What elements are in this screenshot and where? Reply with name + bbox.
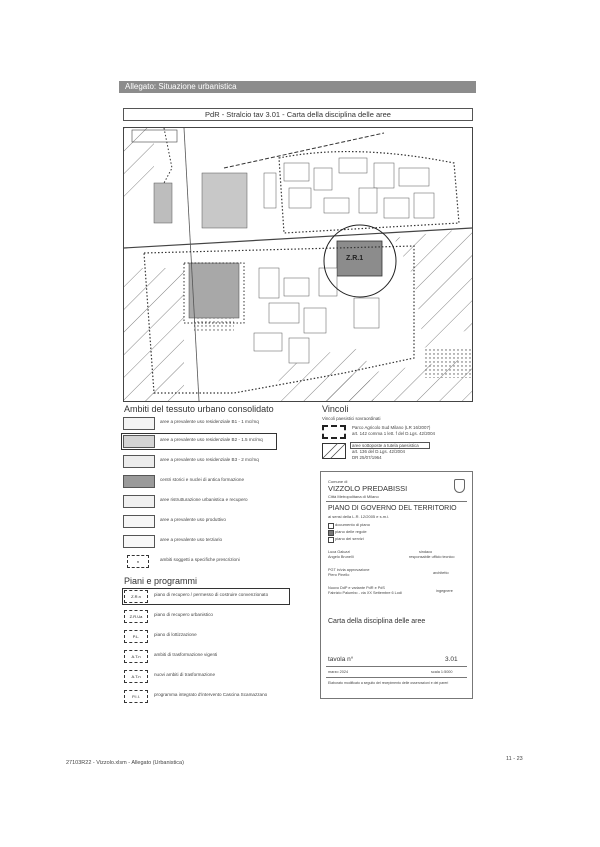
pgt-line: Piero Pinello bbox=[328, 573, 350, 577]
plan-code-box: Z.R.Ua bbox=[124, 610, 148, 623]
signatory-role: sindaco bbox=[419, 550, 433, 554]
plan-code-box: P.I.I. bbox=[124, 690, 148, 703]
legend-label: aree a prevalente uso residenziale B3 - 2 mc/mq bbox=[160, 457, 259, 462]
vincoli-subtitle: Vincoli paesistici sovraordinati bbox=[322, 416, 381, 421]
document-title: PdR - Stralcio tav 3.01 - Carta della disciplina delle aree bbox=[123, 108, 473, 121]
legend-label: aree a prevalente uso residenziale B1 - 1 mc/mq bbox=[160, 419, 259, 424]
plan-code-box: Z.R.n bbox=[124, 590, 148, 603]
vincolo-line: Parco Agricolo Sud Milano (LR 16/2007) bbox=[352, 425, 431, 430]
legend-swatch bbox=[123, 417, 155, 430]
vincolo-line: art. 136 del D.Lgs. 42/2004 bbox=[352, 449, 405, 454]
signatory-name: Angelo Brunelli bbox=[328, 555, 354, 559]
footer-file: 27103R22 - Vizzolo.xlsm - Allegato (Urbanistica) bbox=[66, 760, 184, 766]
checkbox-label: documento di piano bbox=[335, 522, 370, 527]
comune-label: Comune di bbox=[328, 479, 348, 484]
map-zone-label: Z.R.1 bbox=[346, 255, 364, 262]
scale-label: scala 1:5000 bbox=[431, 670, 453, 674]
variant-line: Nuovo DdP e variante PdR e PdS bbox=[328, 586, 385, 590]
vincoli-title: Vincoli bbox=[322, 404, 349, 414]
legend-swatch bbox=[123, 495, 155, 508]
legend-label: aree ristrutturazione urbanistica e recupero bbox=[160, 497, 248, 502]
signatory-role: responsabile ufficio tecnico bbox=[409, 555, 455, 559]
zoning-map bbox=[123, 127, 473, 402]
legend-label: piano di lottizzazione bbox=[154, 632, 197, 637]
checkbox bbox=[328, 537, 334, 543]
city-name: VIZZOLO PREDABISSI bbox=[328, 484, 408, 493]
plan-title: PIANO DI GOVERNO DEL TERRITORIO bbox=[328, 505, 457, 512]
map-drawing bbox=[124, 128, 472, 401]
doc-title: Carta della disciplina delle aree bbox=[328, 618, 426, 625]
section-header-label: Allegato: Situazione urbanistica bbox=[125, 82, 237, 91]
vincolo-line: art. 142 comma 1 lett. f del D.Lgs. 42/2004 bbox=[352, 431, 435, 436]
legend-label: nuovi ambiti di trasformazione bbox=[154, 672, 216, 677]
vincolo-line: aree sottoposte a tutela paesistica bbox=[352, 443, 419, 448]
legend-plan-zrn bbox=[124, 590, 294, 608]
pgt-line: PGT in/via approvazione bbox=[328, 568, 370, 572]
plan-code-box: P.L. bbox=[124, 630, 148, 643]
divider bbox=[326, 666, 467, 667]
legend-label: aree a prevalente uso residenziale B2 - 1.5 mc/mq bbox=[160, 437, 263, 442]
checkbox-label: piano dei servizi bbox=[335, 536, 364, 541]
checkbox-checked bbox=[328, 530, 334, 536]
highlight-box bbox=[122, 588, 290, 605]
vincolo-swatch bbox=[322, 425, 346, 439]
legend-swatch bbox=[123, 475, 155, 488]
vincolo-line: DR 25/07/1964 bbox=[352, 455, 382, 460]
legend-label: ambiti soggetti a specifiche prescrizioni bbox=[160, 557, 240, 562]
title-block bbox=[320, 471, 473, 699]
legend-swatch: n bbox=[127, 555, 149, 568]
footnote: Elaborato modificato a seguito del recepimento delle osservazioni e dei pareri bbox=[328, 681, 449, 685]
vincolo-hatch-swatch bbox=[322, 443, 346, 459]
divider bbox=[326, 501, 467, 502]
signatory-name: Luca Galuzzi bbox=[328, 550, 350, 554]
legend-label: ambiti di trasformazione vigenti bbox=[154, 652, 218, 657]
date-left: marzo 2024 bbox=[328, 670, 349, 674]
variant-line: Fabrizio Palumbo - via XX Settembre 6 Lodi bbox=[328, 591, 402, 595]
variant-role: ingegnere bbox=[436, 589, 453, 593]
vincolo-paesistica bbox=[322, 443, 472, 465]
plan-code-box: A.T.n bbox=[124, 670, 148, 683]
divider bbox=[326, 677, 467, 678]
plan-law: ai sensi della L.R. 12/2005 e s.m.i. bbox=[328, 514, 390, 519]
province-label: Città Metropolitana di Milano bbox=[328, 494, 379, 499]
legend-swatch bbox=[123, 535, 155, 548]
legend-piani-title: Piani e programmi bbox=[124, 576, 198, 586]
highlight-box bbox=[121, 433, 277, 450]
legend-label: centri storici e nuclei di antica formazione bbox=[160, 477, 245, 482]
coat-of-arms-icon bbox=[454, 479, 465, 493]
tavola-label: tavola n° bbox=[328, 656, 354, 663]
legend-label: piano di recupero / permesso di costruire convenzionato bbox=[154, 592, 269, 597]
legend-swatch bbox=[123, 455, 155, 468]
tavola-number: 3.01 bbox=[445, 656, 458, 663]
section-header bbox=[119, 81, 476, 93]
checkbox bbox=[328, 523, 334, 529]
legend-label: programma integrato d'intervento Cascina Scamazzano bbox=[154, 692, 268, 697]
legend-ambiti-title: Ambiti del tessuto urbano consolidato bbox=[124, 404, 274, 414]
pgt-role: architetto bbox=[433, 571, 449, 575]
checkbox-label: piano delle regole bbox=[335, 529, 367, 534]
legend-swatch bbox=[123, 515, 155, 528]
footer-page: 11 - 23 bbox=[506, 756, 523, 762]
legend-item-b2 bbox=[123, 435, 283, 453]
vincolo-parco bbox=[322, 425, 472, 443]
legend-label: aree a prevalente uso terziario bbox=[160, 537, 223, 542]
plan-code-box: A.T.n bbox=[124, 650, 148, 663]
legend-label: aree a prevalente uso produttivo bbox=[160, 517, 226, 522]
legend-label: piano di recupero urbanistico bbox=[154, 612, 213, 617]
